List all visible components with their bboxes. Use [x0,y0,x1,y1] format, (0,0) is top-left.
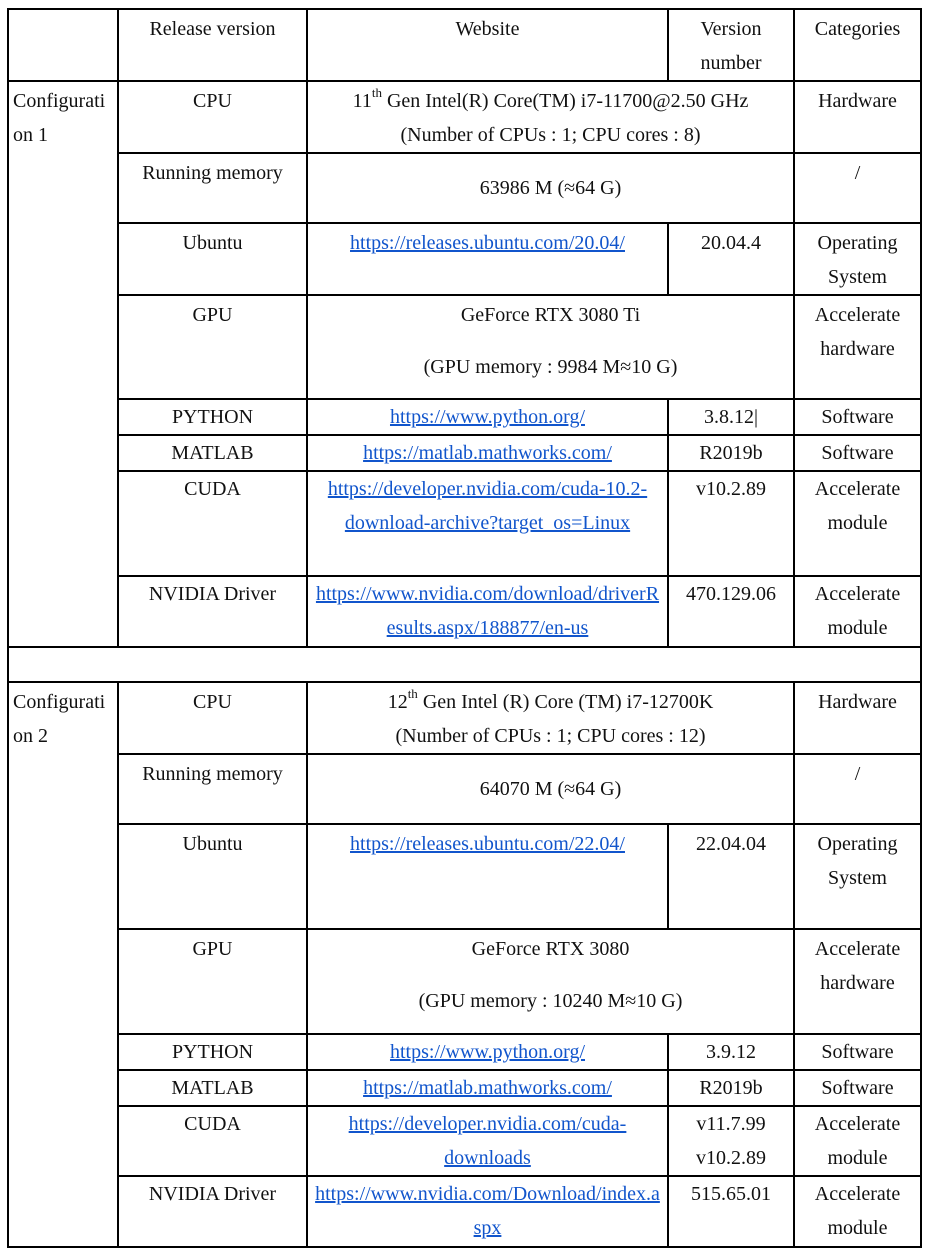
config1-memory-name: Running memory [118,153,307,223]
header-empty-cell [8,9,118,81]
config1-gpu-model: GeForce RTX 3080 Ti [460,304,641,326]
config2-gpu-model: GeForce RTX 3080 [471,938,630,960]
config2-matlab-version: R2019b [668,1070,794,1106]
config1-memory-row [8,153,921,223]
config1-gpu-detail: (GPU memory : 9984 M≈10 G) [423,356,678,378]
separator-row [8,647,921,682]
config2-memory-name: Running memory [118,754,307,824]
config1-python-version: 3.8.12| [668,399,794,435]
config1-cuda-name: CUDA [118,471,307,576]
config1-cuda-version: v10.2.89 [668,471,794,576]
config2-memory-value: 64070 M (≈64 G) [307,754,794,824]
config1-python-row [8,399,921,435]
config1-cpu-row [8,81,921,153]
config2-python-version: 3.9.12 [668,1034,794,1070]
config2-gpu-name: GPU [118,929,307,1034]
config1-gpu-row [8,295,921,399]
config1-gpu-name: GPU [118,295,307,399]
config1-cpu-name: CPU [118,81,307,153]
config2-python-name: PYTHON [118,1034,307,1070]
config1-matlab-version: R2019b [668,435,794,471]
config1-cpu-gen-sup: th [371,85,382,101]
config2-cpu-row [8,682,921,754]
config1-cpu-spec [307,81,794,153]
config1-gpu-category: Accelerate hardware [794,295,921,399]
config1-label: Configuration 1 [8,81,118,647]
config1-cpu-model: Gen Intel(R) Core(TM) i7-11700@2.50 GHz [381,90,749,112]
config1-driver-link[interactable]: https://www.nvidia.com/download/driverResults.aspx/188877/en-us [315,583,660,639]
config1-driver-name: NVIDIA Driver [118,576,307,647]
config2-cuda-url-cell [307,1106,668,1176]
config1-cuda-category: Accelerate module [794,471,921,576]
config2-matlab-url-cell [307,1070,668,1106]
config2-driver-version: 515.65.01 [668,1176,794,1247]
header-row [8,9,921,81]
config2-driver-url-cell [307,1176,668,1247]
config2-cpu-model: Gen Intel (R) Core (TM) i7-12700K [417,691,714,713]
config1-ubuntu-row [8,223,921,295]
config1-memory-value: 63986 M (≈64 G) [307,153,794,223]
config2-memory-row [8,754,921,824]
config1-ubuntu-url-cell [307,223,668,295]
config1-driver-row [8,576,921,647]
config1-ubuntu-link[interactable]: https://releases.ubuntu.com/20.04/ [350,232,625,254]
config1-python-link[interactable]: https://www.python.org/ [389,406,585,428]
config1-cpu-category: Hardware [794,81,921,153]
config1-matlab-name: MATLAB [118,435,307,471]
config2-python-category: Software [794,1034,921,1070]
config2-cpu-gen-sup: th [407,686,418,702]
config2-cuda-version-2: v10.2.89 [696,1147,766,1169]
config2-matlab-category: Software [794,1070,921,1106]
config1-driver-url-cell [307,576,668,647]
config2-cpu-name: CPU [118,682,307,754]
config2-ubuntu-name: Ubuntu [118,824,307,929]
config2-cuda-version-1: v11.7.99 [696,1113,766,1135]
config2-cpu-detail: (Number of CPUs : 1; CPU cores : 12) [395,725,706,747]
config1-ubuntu-category: Operating System [794,223,921,295]
config1-matlab-link[interactable]: https://matlab.mathworks.com/ [363,442,612,464]
config2-ubuntu-url-cell [307,824,668,929]
config1-cuda-link[interactable]: https://developer.nvidia.com/cuda-10.2-download-archive?target_os=Linux [327,478,648,534]
config2-ubuntu-row [8,824,921,929]
config2-cuda-link[interactable]: https://developer.nvidia.com/cuda-downloads [348,1113,627,1169]
config1-python-category: Software [794,399,921,435]
config2-cuda-name: CUDA [118,1106,307,1176]
config2-gpu-row [8,929,921,1034]
config2-ubuntu-category: Operating System [794,824,921,929]
config2-gpu-spec [307,929,794,1034]
separator-cell [8,647,921,682]
config2-matlab-name: MATLAB [118,1070,307,1106]
config2-label: Configuration 2 [8,682,118,1247]
config1-cuda-url-cell [307,471,668,576]
config2-cuda-row [8,1106,921,1176]
config1-ubuntu-name: Ubuntu [118,223,307,295]
config1-cuda-row [8,471,921,576]
config2-driver-row [8,1176,921,1247]
config2-ubuntu-link[interactable]: https://releases.ubuntu.com/22.04/ [350,833,625,855]
config1-matlab-row [8,435,921,471]
config1-python-name: PYTHON [118,399,307,435]
config1-driver-category: Accelerate module [794,576,921,647]
configuration-table [7,8,922,1248]
config2-matlab-row [8,1070,921,1106]
header-version-number: Version number [668,9,794,81]
config1-cpu-detail: (Number of CPUs : 1; CPU cores : 8) [400,124,701,146]
config1-driver-version: 470.129.06 [668,576,794,647]
config2-driver-name: NVIDIA Driver [118,1176,307,1247]
config2-driver-link[interactable]: https://www.nvidia.com/Download/index.aspx [315,1183,660,1239]
config1-ubuntu-version: 20.04.4 [668,223,794,295]
config1-memory-category: / [794,153,921,223]
header-website: Website [307,9,668,81]
config2-driver-category: Accelerate module [794,1176,921,1247]
config2-cpu-category: Hardware [794,682,921,754]
header-release-version: Release version [118,9,307,81]
config1-python-url-cell [307,399,668,435]
config1-matlab-category: Software [794,435,921,471]
config2-memory-category: / [794,754,921,824]
config2-python-link[interactable]: https://www.python.org/ [389,1041,585,1063]
header-categories: Categories [794,9,921,81]
config2-gpu-detail: (GPU memory : 10240 M≈10 G) [418,990,683,1012]
config2-cuda-versions [668,1106,794,1176]
config2-python-url-cell [307,1034,668,1070]
config2-cpu-gen-num: 12 [387,691,408,713]
config1-gpu-spec [307,295,794,399]
config2-ubuntu-version: 22.04.04 [668,824,794,929]
config1-matlab-url-cell [307,435,668,471]
config1-cpu-gen-num: 11 [352,90,372,112]
config2-cpu-spec [307,682,794,754]
config2-gpu-category: Accelerate hardware [794,929,921,1034]
config2-cuda-category: Accelerate module [794,1106,921,1176]
config2-python-row [8,1034,921,1070]
config2-matlab-link[interactable]: https://matlab.mathworks.com/ [363,1077,612,1099]
